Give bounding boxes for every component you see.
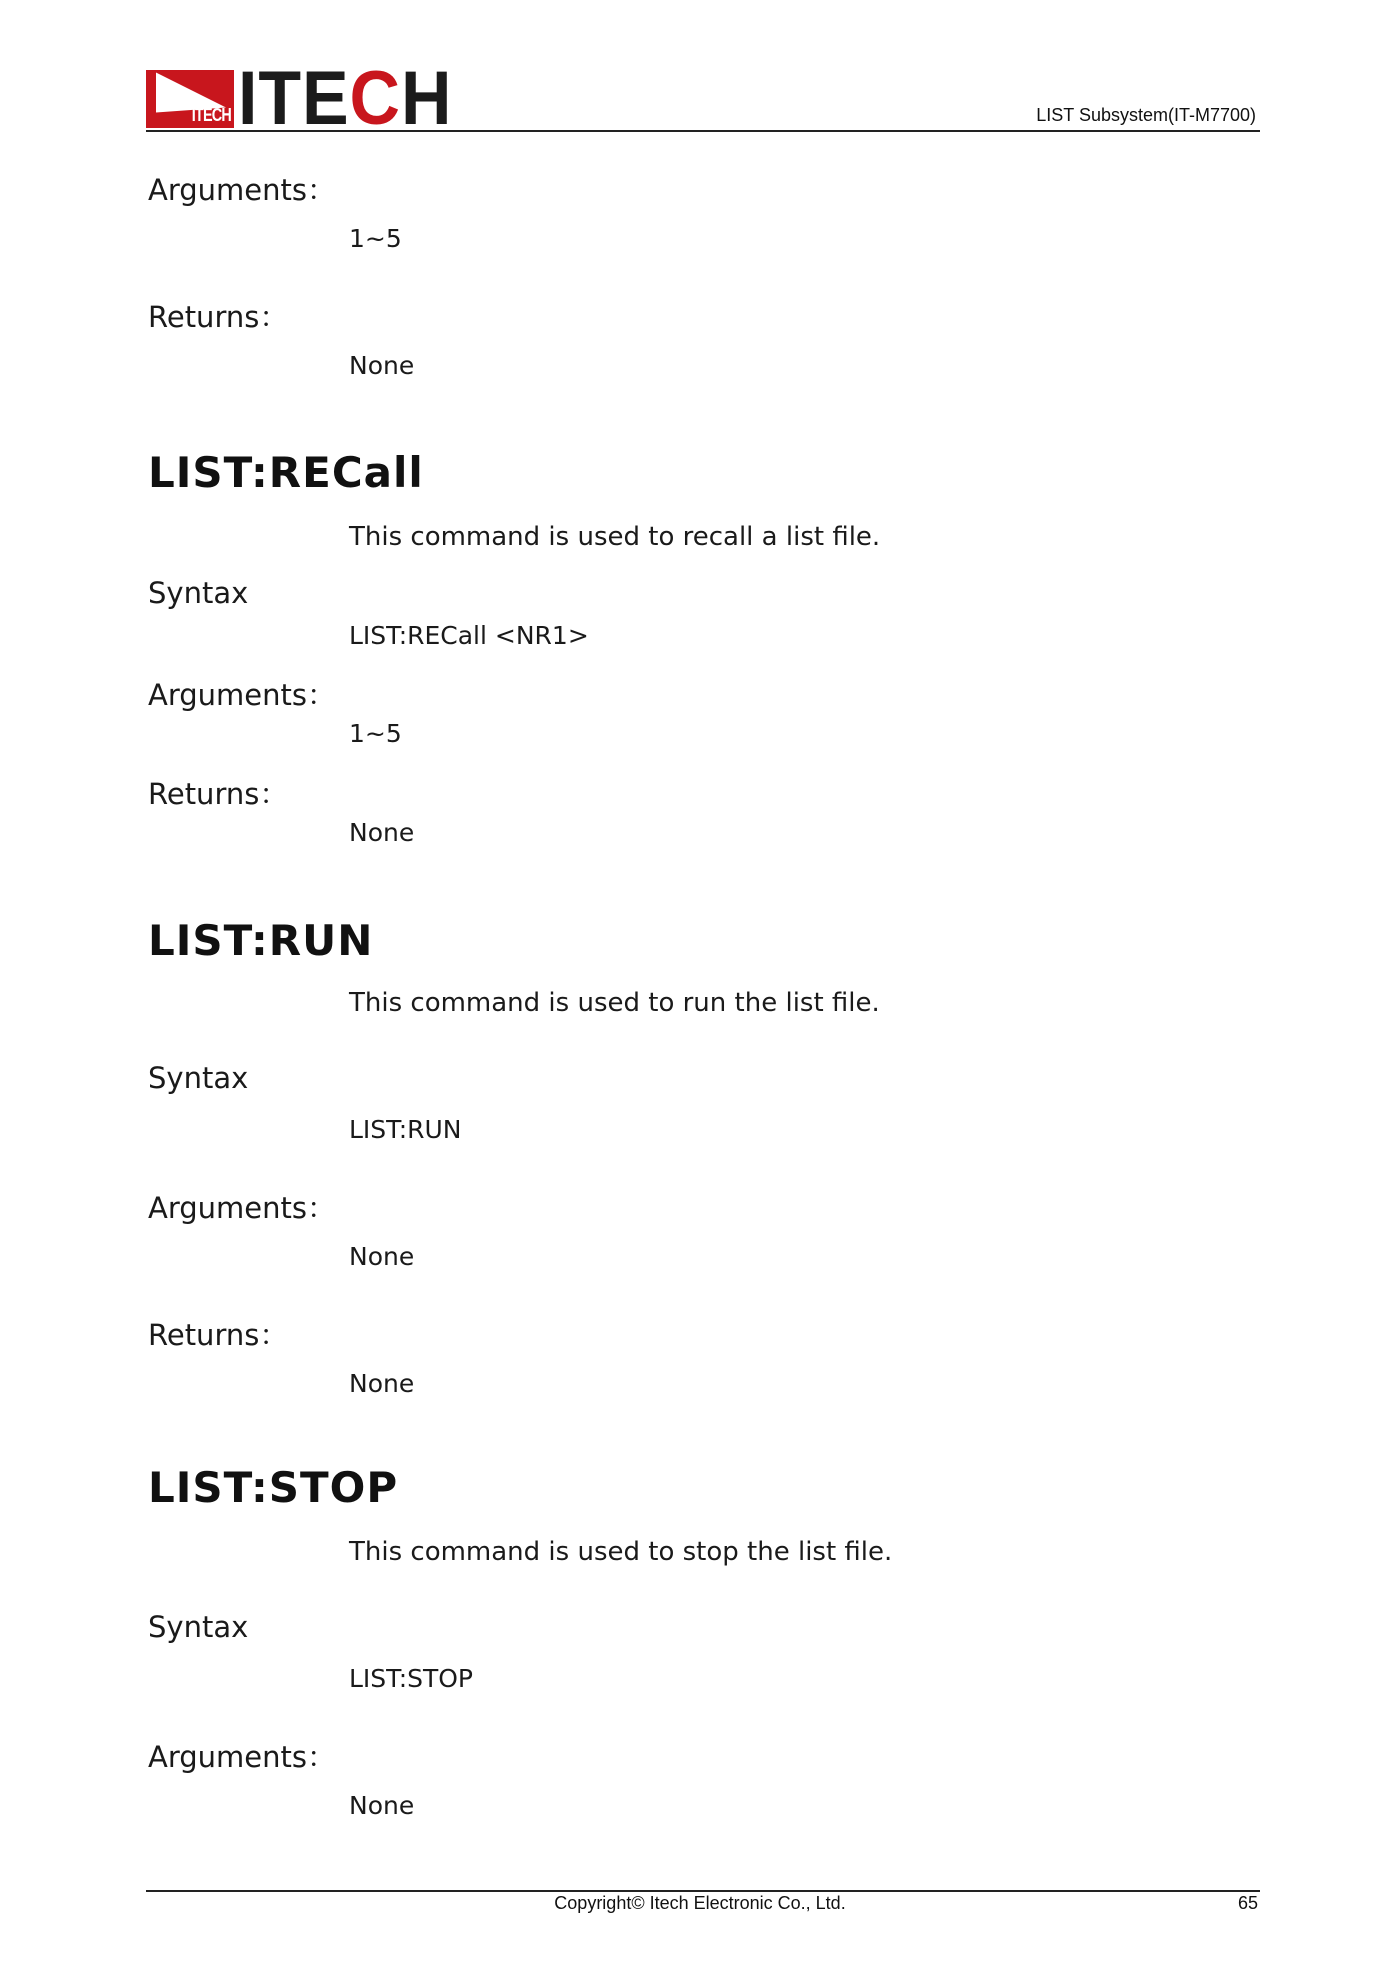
syntax-label: Syntax [148, 1610, 249, 1644]
arguments-label: Arguments： [148, 1191, 336, 1225]
page-number: 65 [1237, 1893, 1258, 1913]
returns-value: None [349, 818, 415, 847]
logo-text-post: H [400, 56, 453, 141]
command-heading-run: LIST:RUN [148, 916, 374, 965]
arguments-label: Arguments： [148, 1740, 336, 1774]
syntax-value: LIST:STOP [349, 1664, 474, 1693]
itech-logo-mark-icon [146, 70, 234, 128]
section-title: LIST Subsystem(IT-M7700) [1036, 105, 1256, 125]
returns-value: None [349, 351, 415, 380]
footer-divider [146, 1890, 1260, 1892]
logo-text-pre: ITE [238, 56, 350, 141]
logo-wordmark [238, 56, 453, 141]
syntax-label: Syntax [148, 1061, 249, 1095]
returns-label: Returns： [148, 1318, 289, 1352]
command-heading-stop: LIST:STOP [148, 1463, 399, 1512]
command-description: This command is used to recall a list file. [349, 522, 881, 552]
syntax-value: LIST:RUN [349, 1115, 462, 1144]
arguments-label: Arguments： [148, 173, 336, 207]
returns-value: None [349, 1369, 415, 1398]
logo-text-accent: C [349, 56, 401, 141]
command-description: This command is used to stop the list file. [349, 1537, 893, 1567]
arguments-label: Arguments： [148, 678, 336, 712]
syntax-label: Syntax [148, 576, 249, 610]
footer-copyright: Copyright© Itech Electronic Co., Ltd. [554, 1893, 846, 1913]
arguments-value: None [349, 1242, 415, 1271]
arguments-value: None [349, 1791, 415, 1820]
itech-logo [146, 56, 471, 141]
returns-label: Returns： [148, 300, 289, 334]
syntax-value: LIST:RECall <NR1> [349, 621, 589, 650]
command-description: This command is used to run the list file. [349, 988, 880, 1018]
arguments-value: 1~5 [349, 224, 402, 253]
arguments-value: 1~5 [349, 719, 402, 748]
page-header [146, 56, 1260, 141]
returns-label: Returns： [148, 777, 289, 811]
command-heading-recall: LIST:RECall [148, 448, 424, 497]
logo-small-text: ITECH [191, 105, 231, 125]
